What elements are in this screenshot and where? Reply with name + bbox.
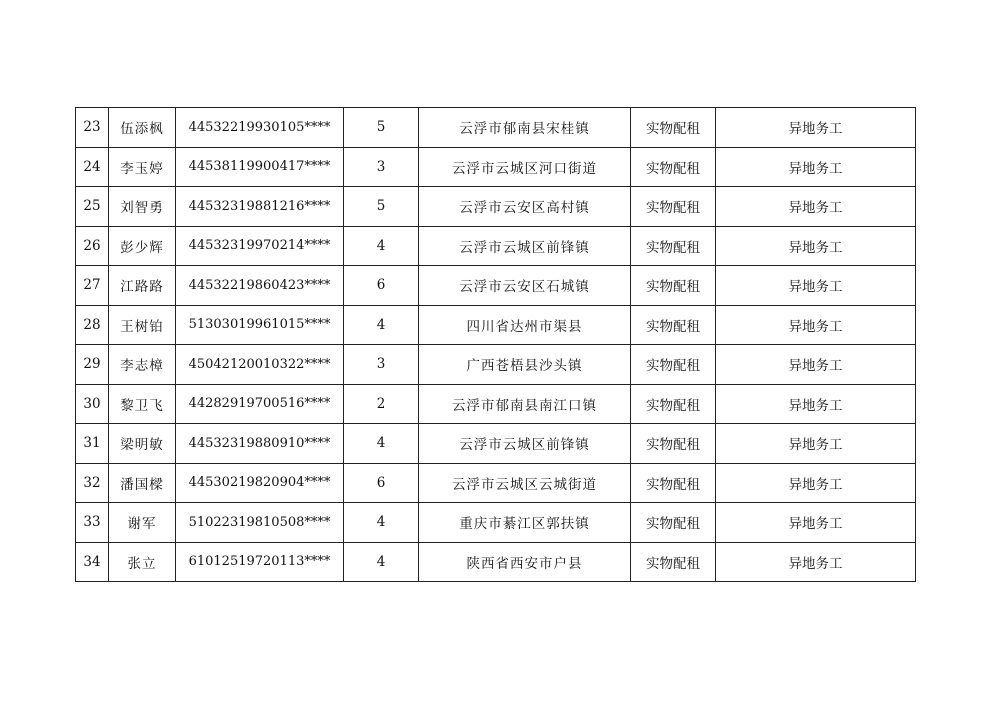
address-cell: 云浮市郁南县宋桂镇: [419, 108, 631, 148]
household-size-cell: 6: [344, 266, 419, 306]
id-number-cell: 51303019961015****: [176, 305, 344, 345]
id-number-cell: 44532219930105****: [176, 108, 344, 148]
eligibility-reason-cell: 异地务工: [716, 147, 916, 187]
household-size-cell: 3: [344, 345, 419, 385]
table-row: [76, 424, 916, 464]
housing-allocation-table: [75, 107, 916, 582]
id-number-cell: 44532319970214****: [176, 226, 344, 266]
household-size-cell: 2: [344, 384, 419, 424]
allocation-type-cell: 实物配租: [631, 147, 716, 187]
eligibility-reason-cell: 异地务工: [716, 424, 916, 464]
table-row: [76, 147, 916, 187]
person-name-cell: 梁明敏: [109, 424, 176, 464]
household-size-cell: 4: [344, 305, 419, 345]
row-number-cell: 24: [76, 147, 109, 187]
allocation-type-cell: 实物配租: [631, 187, 716, 227]
allocation-type-cell: 实物配租: [631, 266, 716, 306]
row-number-cell: 29: [76, 345, 109, 385]
eligibility-reason-cell: 异地务工: [716, 384, 916, 424]
table-row: [76, 305, 916, 345]
household-size-cell: 4: [344, 226, 419, 266]
row-number-cell: 33: [76, 503, 109, 543]
address-cell: 云浮市郁南县南江口镇: [419, 384, 631, 424]
row-number-cell: 30: [76, 384, 109, 424]
household-size-cell: 4: [344, 503, 419, 543]
person-name-cell: 谢军: [109, 503, 176, 543]
allocation-type-cell: 实物配租: [631, 305, 716, 345]
table-row: [76, 226, 916, 266]
row-number-cell: 23: [76, 108, 109, 148]
person-name-cell: 潘国樑: [109, 463, 176, 503]
id-number-cell: 44530219820904****: [176, 463, 344, 503]
row-number-cell: 28: [76, 305, 109, 345]
allocation-type-cell: 实物配租: [631, 108, 716, 148]
address-cell: 四川省达州市渠县: [419, 305, 631, 345]
row-number-cell: 25: [76, 187, 109, 227]
household-size-cell: 5: [344, 187, 419, 227]
eligibility-reason-cell: 异地务工: [716, 463, 916, 503]
id-number-cell: 44282919700516****: [176, 384, 344, 424]
address-cell: 重庆市綦江区郭扶镇: [419, 503, 631, 543]
id-number-cell: 44538119900417****: [176, 147, 344, 187]
allocation-type-cell: 实物配租: [631, 542, 716, 582]
table-row: [76, 187, 916, 227]
allocation-type-cell: 实物配租: [631, 226, 716, 266]
person-name-cell: 彭少辉: [109, 226, 176, 266]
person-name-cell: 江路路: [109, 266, 176, 306]
address-cell: 云浮市云城区前锋镇: [419, 226, 631, 266]
table-row: [76, 463, 916, 503]
address-cell: 云浮市云城区前锋镇: [419, 424, 631, 464]
household-size-cell: 5: [344, 108, 419, 148]
address-cell: 云浮市云城区云城街道: [419, 463, 631, 503]
id-number-cell: 61012519720113****: [176, 542, 344, 582]
household-size-cell: 4: [344, 424, 419, 464]
allocation-type-cell: 实物配租: [631, 424, 716, 464]
table-row: [76, 266, 916, 306]
person-name-cell: 李志樟: [109, 345, 176, 385]
allocation-type-cell: 实物配租: [631, 384, 716, 424]
allocation-type-cell: 实物配租: [631, 503, 716, 543]
household-size-cell: 3: [344, 147, 419, 187]
household-size-cell: 4: [344, 542, 419, 582]
id-number-cell: 45042120010322****: [176, 345, 344, 385]
table-row: [76, 345, 916, 385]
person-name-cell: 黎卫飞: [109, 384, 176, 424]
eligibility-reason-cell: 异地务工: [716, 305, 916, 345]
table-row: [76, 108, 916, 148]
table-row: [76, 542, 916, 582]
eligibility-reason-cell: 异地务工: [716, 542, 916, 582]
eligibility-reason-cell: 异地务工: [716, 503, 916, 543]
row-number-cell: 32: [76, 463, 109, 503]
address-cell: 云浮市云安区高村镇: [419, 187, 631, 227]
id-number-cell: 51022319810508****: [176, 503, 344, 543]
row-number-cell: 27: [76, 266, 109, 306]
address-cell: 广西苍梧县沙头镇: [419, 345, 631, 385]
household-size-cell: 6: [344, 463, 419, 503]
eligibility-reason-cell: 异地务工: [716, 226, 916, 266]
eligibility-reason-cell: 异地务工: [716, 108, 916, 148]
address-cell: 云浮市云城区河口街道: [419, 147, 631, 187]
eligibility-reason-cell: 异地务工: [716, 266, 916, 306]
row-number-cell: 31: [76, 424, 109, 464]
eligibility-reason-cell: 异地务工: [716, 187, 916, 227]
allocation-type-cell: 实物配租: [631, 463, 716, 503]
row-number-cell: 26: [76, 226, 109, 266]
id-number-cell: 44532319880910****: [176, 424, 344, 464]
eligibility-reason-cell: 异地务工: [716, 345, 916, 385]
address-cell: 陕西省西安市户县: [419, 542, 631, 582]
row-number-cell: 34: [76, 542, 109, 582]
id-number-cell: 44532319881216****: [176, 187, 344, 227]
id-number-cell: 44532219860423****: [176, 266, 344, 306]
table-row: [76, 503, 916, 543]
person-name-cell: 张立: [109, 542, 176, 582]
person-name-cell: 王树铂: [109, 305, 176, 345]
table-row: [76, 384, 916, 424]
table-body: [76, 108, 916, 582]
address-cell: 云浮市云安区石城镇: [419, 266, 631, 306]
person-name-cell: 刘智勇: [109, 187, 176, 227]
person-name-cell: 伍添枫: [109, 108, 176, 148]
allocation-type-cell: 实物配租: [631, 345, 716, 385]
person-name-cell: 李玉婷: [109, 147, 176, 187]
